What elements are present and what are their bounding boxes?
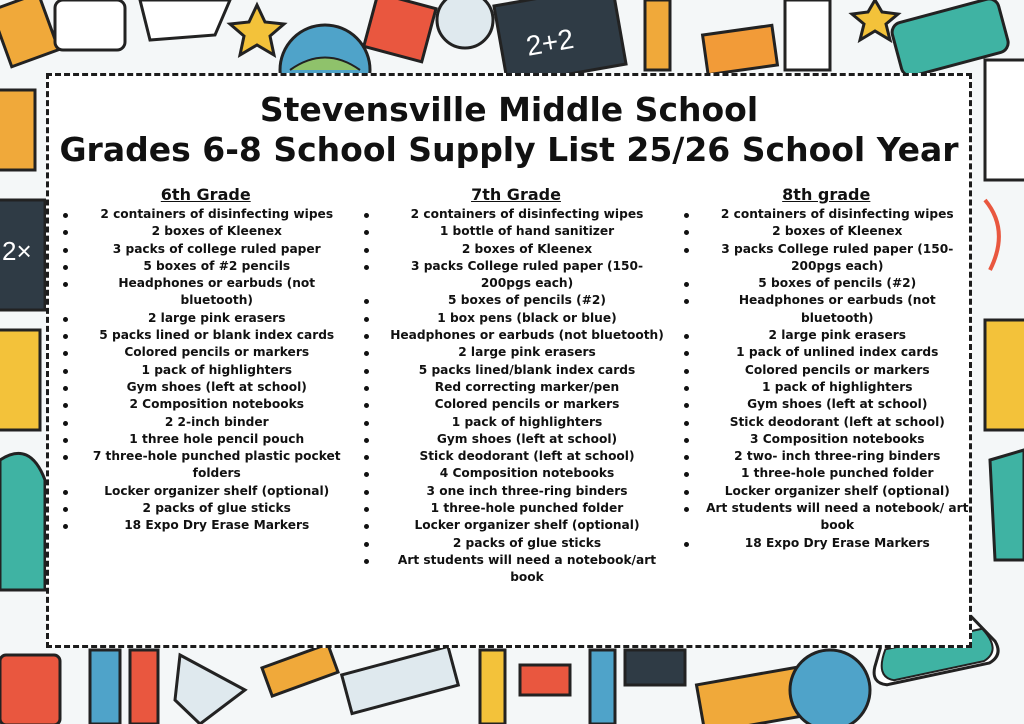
grade-8-heading: 8th grade (782, 185, 871, 204)
list-item: 7 three-hole punched plastic pocket folders (63, 448, 348, 483)
list-item: Gym shoes (left at school) (63, 379, 348, 396)
list-item: 18 Expo Dry Erase Markers (684, 535, 969, 552)
list-item: Gym shoes (left at school) (364, 431, 667, 448)
list-item: 3 one inch three-ring binders (364, 483, 667, 500)
list-item: Headphones or earbuds (not bluetooth) (63, 275, 348, 310)
grade-8-column (684, 184, 969, 587)
list-item: Red correcting marker/pen (364, 379, 667, 396)
grade-6-heading: 6th Grade (160, 185, 251, 204)
list-item: 3 packs College ruled paper (150-200pgs each) (364, 258, 667, 293)
list-item: Art students will need a notebook/ art book (684, 500, 969, 535)
grade-8-list (684, 206, 969, 552)
list-item: 1 pack of unlined index cards (684, 344, 969, 361)
list-item: 5 packs lined/blank index cards (364, 362, 667, 379)
list-item: 3 packs College ruled paper (150-200pgs each) (684, 241, 969, 276)
list-item: 2 boxes of Kleenex (364, 241, 667, 258)
list-item: Gym shoes (left at school) (684, 396, 969, 413)
title-line-school: Stevensville Middle School (259, 90, 759, 129)
list-item: Locker organizer shelf (optional) (364, 517, 667, 534)
list-item: 2 containers of disinfecting wipes (63, 206, 348, 223)
list-item: 4 Composition notebooks (364, 465, 667, 482)
list-item: 18 Expo Dry Erase Markers (63, 517, 348, 534)
list-item: 5 boxes of #2 pencils (63, 258, 348, 275)
grade-6-column (63, 184, 348, 587)
list-item: 2 Composition notebooks (63, 396, 348, 413)
list-item: 2 containers of disinfecting wipes (364, 206, 667, 223)
grade-6-list (63, 206, 348, 535)
list-item: Stick deodorant (left at school) (684, 414, 969, 431)
list-item: Colored pencils or markers (364, 396, 667, 413)
list-item: Stick deodorant (left at school) (364, 448, 667, 465)
list-item: Headphones or earbuds (not bluetooth) (684, 292, 969, 327)
list-item: 1 bottle of hand sanitizer (364, 223, 667, 240)
list-item: 5 packs lined or blank index cards (63, 327, 348, 344)
supply-list-card (46, 73, 972, 648)
list-item: 1 three hole pencil pouch (63, 431, 348, 448)
list-item: 1 three-hole punched folder (364, 500, 667, 517)
list-item: 1 pack of highlighters (684, 379, 969, 396)
list-item: 2 large pink erasers (364, 344, 667, 361)
grade-7-column (364, 184, 667, 587)
list-item: 1 three-hole punched folder (684, 465, 969, 482)
page-title (49, 90, 969, 170)
list-item: 2 large pink erasers (684, 327, 969, 344)
list-item: 1 box pens (black or blue) (364, 310, 667, 327)
list-item: 2 containers of disinfecting wipes (684, 206, 969, 223)
list-item: Colored pencils or markers (63, 344, 348, 361)
list-item: 5 boxes of pencils (#2) (364, 292, 667, 309)
list-item: 1 pack of highlighters (63, 362, 348, 379)
list-item: 2 packs of glue sticks (63, 500, 348, 517)
list-item: 2 large pink erasers (63, 310, 348, 327)
list-item: 2 2-inch binder (63, 414, 348, 431)
list-item: Locker organizer shelf (optional) (684, 483, 969, 500)
grade-7-list (364, 206, 667, 587)
list-item: Colored pencils or markers (684, 362, 969, 379)
list-item: Locker organizer shelf (optional) (63, 483, 348, 500)
svg-text:2×: 2× (2, 236, 32, 266)
list-item: Headphones or earbuds (not bluetooth) (364, 327, 667, 344)
list-item: 3 Composition notebooks (684, 431, 969, 448)
list-item: 1 pack of highlighters (364, 414, 667, 431)
list-item: 2 packs of glue sticks (364, 535, 667, 552)
list-item: 2 boxes of Kleenex (684, 223, 969, 240)
grade-7-heading: 7th Grade (471, 185, 561, 204)
svg-text:2+2: 2+2 (523, 22, 576, 62)
list-item: Art students will need a notebook/art book (364, 552, 667, 587)
list-item: 3 packs of college ruled paper (63, 241, 348, 258)
title-line-list: Grades 6-8 School Supply List 25/26 School Year (59, 130, 959, 169)
list-item: 2 boxes of Kleenex (63, 223, 348, 240)
list-item: 5 boxes of pencils (#2) (684, 275, 969, 292)
list-item: 2 two- inch three-ring binders (684, 448, 969, 465)
